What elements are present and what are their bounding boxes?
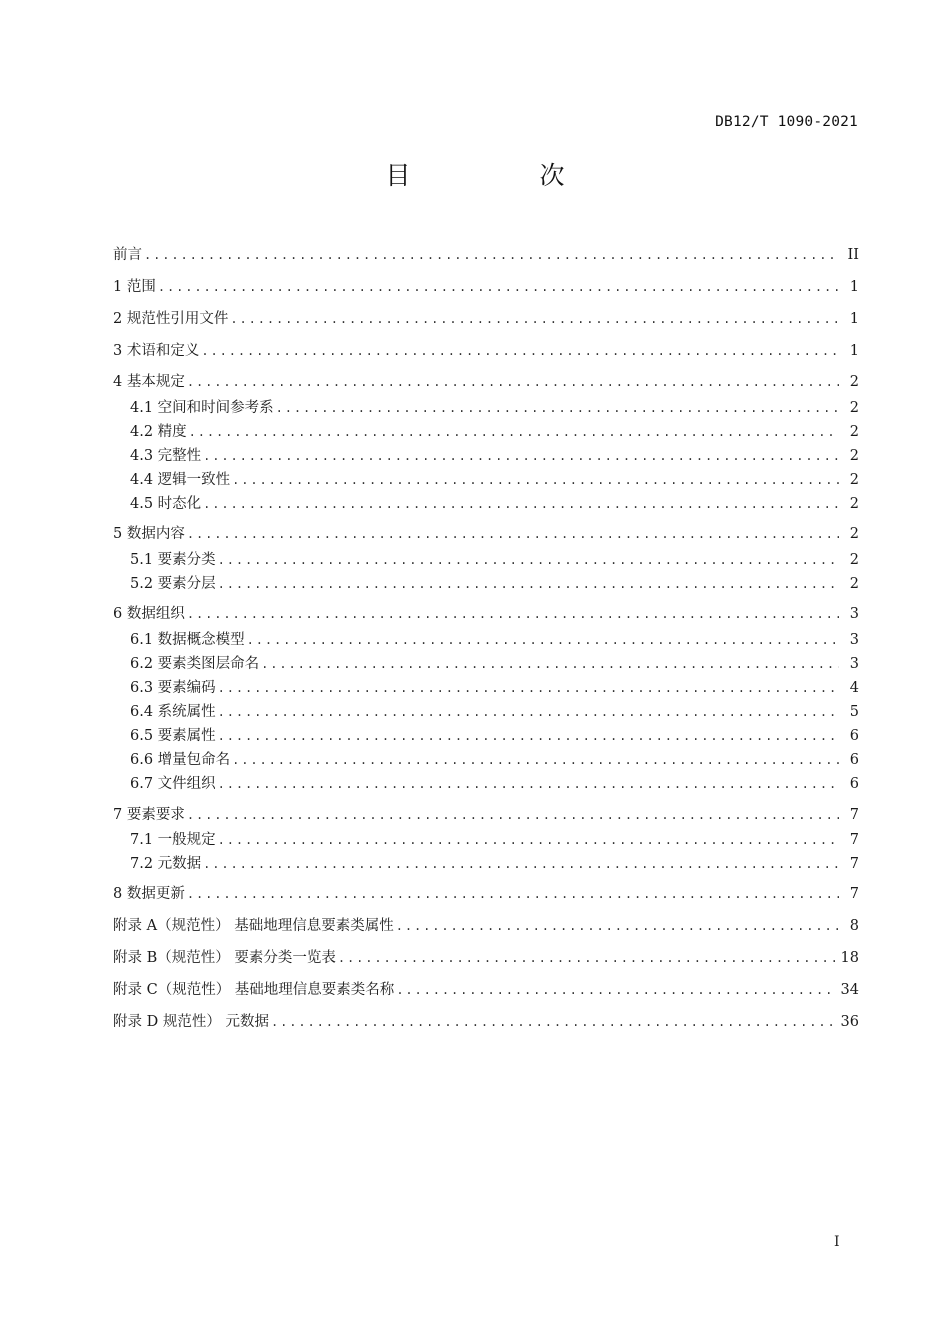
toc-row[interactable] bbox=[130, 829, 859, 851]
toc-page-number: 2 bbox=[849, 576, 859, 592]
toc-row[interactable] bbox=[130, 653, 859, 675]
toc-row[interactable] bbox=[130, 853, 859, 875]
toc-page-number: 1 bbox=[849, 311, 859, 327]
toc-leader-dots bbox=[276, 397, 839, 419]
toc-page-number: 1 bbox=[849, 279, 859, 295]
toc-label: 8 数据更新 bbox=[113, 886, 185, 902]
toc-page-number: 7 bbox=[849, 856, 859, 872]
toc-leader-dots bbox=[187, 371, 839, 393]
toc-leader-dots bbox=[218, 549, 839, 571]
page-title: 目 次 bbox=[385, 161, 617, 190]
toc-page-number: 3 bbox=[849, 656, 859, 672]
toc-page-number: 2 bbox=[849, 374, 859, 390]
toc-label: 4.3 完整性 bbox=[130, 448, 202, 464]
toc-label: 7 要素要求 bbox=[113, 807, 185, 823]
toc-page-number: 7 bbox=[849, 832, 859, 848]
toc-label: 4.1 空间和时间参考系 bbox=[130, 400, 274, 416]
toc-row[interactable] bbox=[113, 603, 859, 625]
toc-leader-dots bbox=[218, 677, 839, 699]
toc-page-number: 3 bbox=[849, 632, 859, 648]
toc-leader-dots bbox=[203, 853, 839, 875]
toc-row[interactable] bbox=[130, 629, 859, 651]
toc-page-number: 6 bbox=[849, 776, 859, 792]
toc-row[interactable] bbox=[130, 469, 859, 491]
toc-leader-dots bbox=[396, 915, 839, 937]
toc-label: 6.4 系统属性 bbox=[130, 704, 216, 720]
toc-row[interactable] bbox=[130, 573, 859, 595]
toc-row[interactable] bbox=[113, 276, 859, 298]
toc-label: 附录 B（规范性） 要素分类一览表 bbox=[113, 950, 336, 966]
toc-row[interactable] bbox=[130, 445, 859, 467]
toc-leader-dots bbox=[247, 629, 839, 651]
page-folio-number: I bbox=[834, 1234, 840, 1250]
toc-label: 附录 D 规范性） 元数据 bbox=[113, 1014, 269, 1030]
toc-page-number: 36 bbox=[840, 1014, 859, 1030]
toc-row[interactable] bbox=[113, 523, 859, 545]
toc-page-number: 2 bbox=[849, 400, 859, 416]
toc-label: 4.2 精度 bbox=[130, 424, 187, 440]
toc-leader-dots bbox=[232, 469, 839, 491]
toc-label: 3 术语和定义 bbox=[113, 343, 200, 359]
standard-code: DB12/T 1090-2021 bbox=[715, 114, 858, 130]
toc-leader-dots bbox=[232, 749, 839, 771]
toc-label: 前言 bbox=[113, 247, 142, 263]
toc-label: 附录 C（规范性） 基础地理信息要素类名称 bbox=[113, 982, 395, 998]
toc-row[interactable] bbox=[113, 244, 859, 266]
toc-leader-dots bbox=[338, 947, 835, 969]
toc-page-number: 2 bbox=[849, 472, 859, 488]
toc-leader-dots bbox=[189, 421, 839, 443]
toc-label: 7.2 元数据 bbox=[130, 856, 202, 872]
toc-leader-dots bbox=[187, 883, 839, 905]
toc-page-number: 2 bbox=[849, 526, 859, 542]
toc-label: 1 范围 bbox=[113, 279, 156, 295]
toc-leader-dots bbox=[218, 829, 839, 851]
toc-row[interactable] bbox=[113, 308, 859, 330]
toc-leader-dots bbox=[230, 308, 839, 330]
toc-label: 5.2 要素分层 bbox=[130, 576, 216, 592]
toc-label: 6.3 要素编码 bbox=[130, 680, 216, 696]
toc-label: 2 规范性引用文件 bbox=[113, 311, 229, 327]
toc-row[interactable] bbox=[113, 340, 859, 362]
toc-page-number: 1 bbox=[849, 343, 859, 359]
toc-page-number: 6 bbox=[849, 728, 859, 744]
toc-row[interactable] bbox=[113, 915, 859, 937]
toc-label: 7.1 一般规定 bbox=[130, 832, 216, 848]
toc-row[interactable] bbox=[130, 397, 859, 419]
toc-row[interactable] bbox=[130, 421, 859, 443]
toc-leader-dots bbox=[396, 979, 834, 1001]
toc-row[interactable] bbox=[113, 1011, 859, 1033]
toc-leader-dots bbox=[203, 493, 839, 515]
toc-row[interactable] bbox=[130, 549, 859, 571]
toc-row[interactable] bbox=[113, 804, 859, 826]
toc-row[interactable] bbox=[113, 371, 859, 393]
toc-label: 附录 A（规范性） 基础地理信息要素类属性 bbox=[113, 918, 394, 934]
toc-leader-dots bbox=[218, 773, 839, 795]
toc-row[interactable] bbox=[130, 773, 859, 795]
toc-label: 6.5 要素属性 bbox=[130, 728, 216, 744]
toc-label: 4.5 时态化 bbox=[130, 496, 202, 512]
toc-page-number: 7 bbox=[849, 886, 859, 902]
toc-row[interactable] bbox=[130, 749, 859, 771]
toc-label: 4 基本规定 bbox=[113, 374, 185, 390]
toc-page-number: 2 bbox=[849, 496, 859, 512]
toc-page-number: 2 bbox=[849, 448, 859, 464]
toc-page-number: 18 bbox=[840, 950, 859, 966]
toc-row[interactable] bbox=[130, 725, 859, 747]
toc-row[interactable] bbox=[113, 979, 859, 1001]
toc-page-number: 5 bbox=[849, 704, 859, 720]
toc-leader-dots bbox=[158, 276, 839, 298]
toc-label: 6 数据组织 bbox=[113, 606, 185, 622]
toc-leader-dots bbox=[187, 523, 839, 545]
toc-page-number: 7 bbox=[849, 807, 859, 823]
toc-leader-dots bbox=[187, 603, 839, 625]
toc-page-number: 2 bbox=[849, 552, 859, 568]
toc-page-number: 34 bbox=[840, 982, 859, 998]
toc-leader-dots bbox=[218, 701, 839, 723]
toc-row[interactable] bbox=[130, 701, 859, 723]
toc-page-number: 8 bbox=[849, 918, 859, 934]
toc-row[interactable] bbox=[113, 947, 859, 969]
toc-leader-dots bbox=[187, 804, 839, 826]
toc-label: 4.4 逻辑一致性 bbox=[130, 472, 231, 488]
toc-leader-dots bbox=[218, 725, 839, 747]
toc-row[interactable] bbox=[113, 883, 859, 905]
toc-page-number: 3 bbox=[849, 606, 859, 622]
toc-row[interactable] bbox=[130, 677, 859, 699]
toc-label: 5.1 要素分类 bbox=[130, 552, 216, 568]
toc-page-number: 6 bbox=[849, 752, 859, 768]
toc-page-number: 4 bbox=[849, 680, 859, 696]
toc-page-number: 2 bbox=[849, 424, 859, 440]
toc-label: 6.1 数据概念模型 bbox=[130, 632, 245, 648]
toc-leader-dots bbox=[144, 244, 839, 266]
toc-leader-dots bbox=[201, 340, 839, 362]
toc-label: 6.7 文件组织 bbox=[130, 776, 216, 792]
toc-leader-dots bbox=[218, 573, 839, 595]
toc-label: 6.6 增量包命名 bbox=[130, 752, 231, 768]
toc-row[interactable] bbox=[130, 493, 859, 515]
toc-label: 6.2 要素类图层命名 bbox=[130, 656, 260, 672]
toc-leader-dots bbox=[271, 1011, 835, 1033]
toc-leader-dots bbox=[261, 653, 839, 675]
toc-label: 5 数据内容 bbox=[113, 526, 185, 542]
toc-page-number: II bbox=[847, 247, 859, 263]
toc-leader-dots bbox=[203, 445, 839, 467]
